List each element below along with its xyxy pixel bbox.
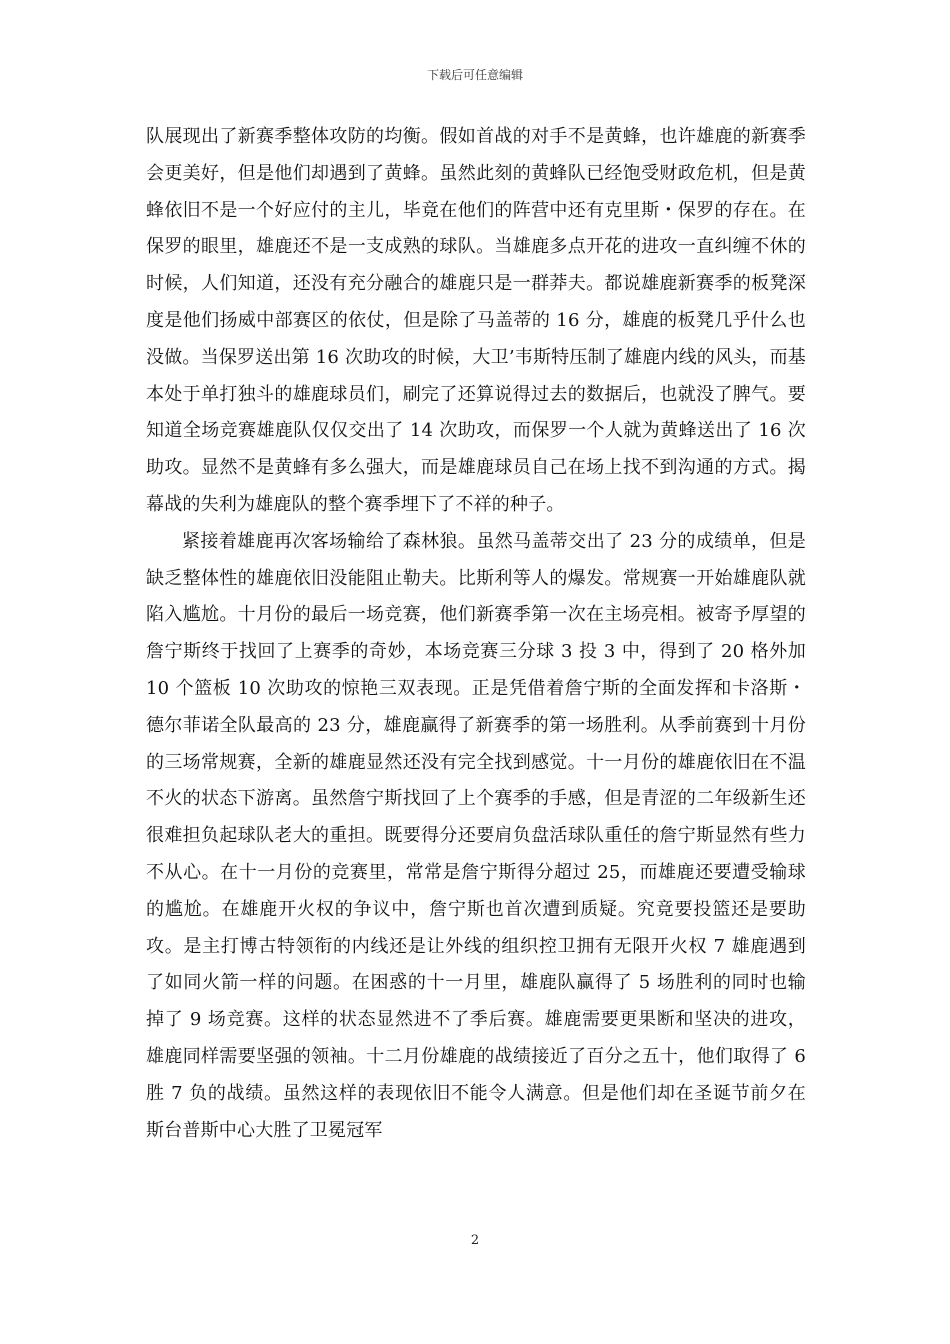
page-number: 2 <box>470 1233 480 1248</box>
paragraph-1: 队展现出了新赛季整体攻防的均衡。假如首战的对手不是黄蜂，也许雄鹿的新赛季会更美好，但是他们却遇到了黄蜂。虽然此刻的黄蜂队已经饱受财政危机，但是黄蜂依旧不是一个好应付的主儿，毕竟在他们的阵营中还有克里斯・保罗的存在。在保罗的眼里，雄鹿还不是一支成熟的球队。当雄鹿多点开花的进攻一直纠缠不休的时候，人们知道，还没有充分融合的雄鹿只是一群莽夫。都说雄鹿新赛季的板凳深度是他们扬威中部赛区的依仗，但是除了马盖蒂的 16 分，雄鹿的板凳几乎什么也没做。当保罗送出第 16 次助攻的时候，大卫’韦斯特压制了雄鹿内线的风头，而基本处于单打独斗的雄鹿球员们，刷完了还算说得过去的数据后，也就没了脾气。要知道全场竞赛雄鹿队仅仅交出了 14 次助攻，而保罗一个人就为黄蜂送出了 16 次助攻。显然不是黄蜂有多么强大，而是雄鹿球员自己在场上找不到沟通的方式。揭幕战的失利为雄鹿队的整个赛季埋下了不祥的种子。 <box>146 126 806 515</box>
page-header: 下载后可任意编辑 <box>426 68 523 82</box>
paragraph-2: 紧接着雄鹿再次客场输给了森林狼。虽然马盖蒂交出了 23 分的成绩单，但是缺乏整体性的雄鹿依旧没能阻止勒夫。比斯利等人的爆发。常规赛一开始雄鹿队就陷入尴尬。十月份的最后一场竞赛，他们新赛季第一次在主场亮相。被寄予厚望的詹宁斯终于找回了上赛季的奇妙，本场竞赛三分球 3 投 3 中，得到了 20 格外加 10 个篮板 10 次助攻的惊艳三双表现。正是凭借着詹宁斯的全面发挥和卡洛斯・德尔菲诺全队最高的 23 分，雄鹿赢得了新赛季的第一场胜利。从季前赛到十月份的三场常规赛，全新的雄鹿显然还没有完全找到感觉。十一月份的雄鹿依旧在不温不火的状态下游离。虽然詹宁斯找回了上个赛季的手感，但是青涩的二年级新生还很难担负起球队老大的重担。既要得分还要肩负盘活球队重任的詹宁斯显然有些力不从心。在十一月份的竞赛里，常常是詹宁斯得分超过 25，而雄鹿还要遭受输球的尴尬。在雄鹿开火权的争议中，詹宁斯也首次遭到质疑。究竟要投篮还是要助攻。是主打博古特领衔的内线还是让外线的组织控卫拥有无限开火权 7 雄鹿遇到了如同火箭一样的问题。在困惑的十一月里，雄鹿队赢得了 5 场胜利的同时也输掉了 9 场竞赛。这样的状态显然进不了季后赛。雄鹿需要更果断和坚决的进攻，雄鹿同样需要坚强的领袖。十二月份雄鹿的战绩接近了百分之五十，他们取得了 6 胜 7 负的战绩。虽然这样的表现依旧不能令人满意。但是他们却在圣诞节前夕在斯台普斯中心大胜了卫冕冠军 <box>146 530 806 1141</box>
document-body <box>146 119 806 1149</box>
